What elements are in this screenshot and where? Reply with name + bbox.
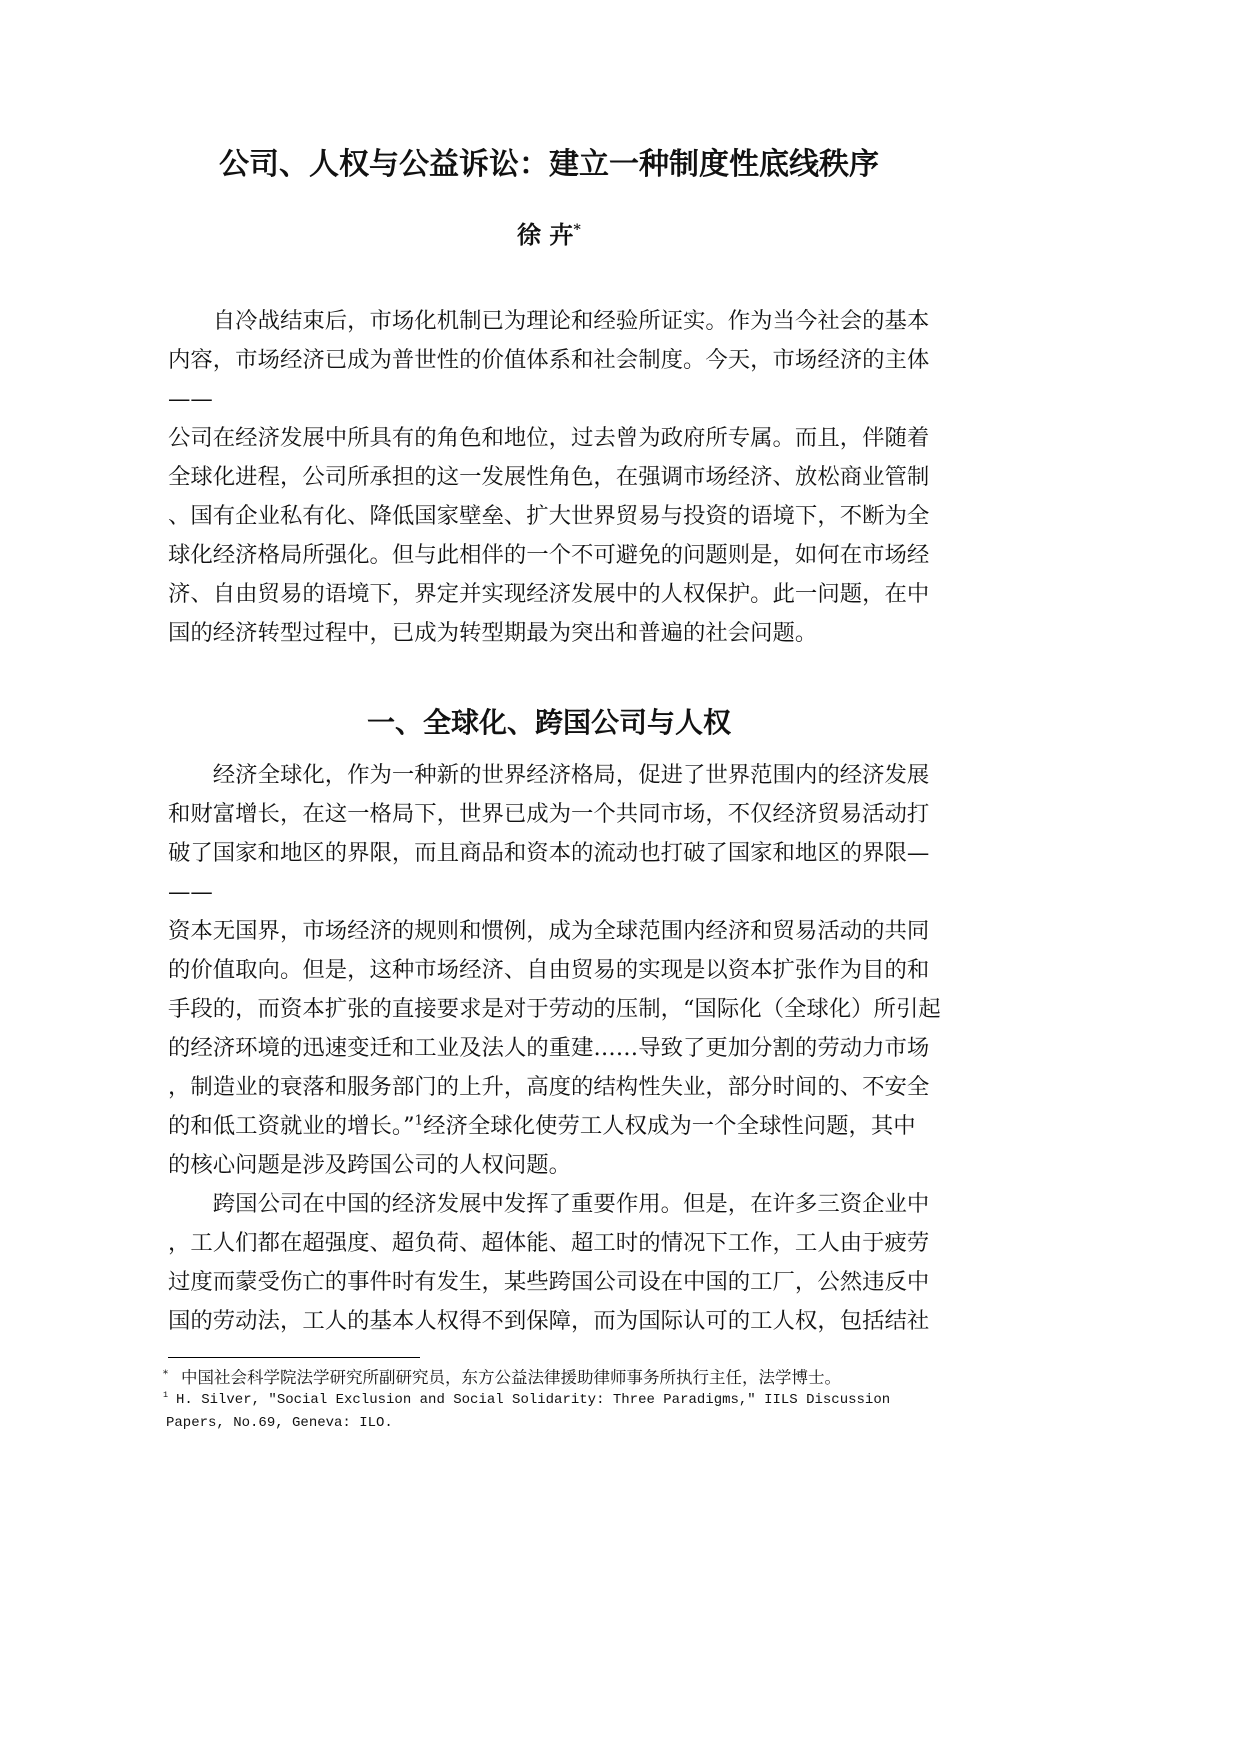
footnotes	[163, 1366, 1063, 1435]
footnote: $^1$ H. Silver, "Social Exclusion and Social Solidarity: Three Paradigms," IILS Discussion	[163, 1390, 891, 1408]
paragraph-line: 公司在经济发展中所具有的角色和地位，过去曾为政府所专属。而且，伴随着	[168, 425, 930, 451]
paragraph-line: 内容，市场经济已成为普世性的价值体系和社会制度。今天，市场经济的主体	[168, 347, 930, 373]
paragraph-line: 的价值取向。但是，这种市场经济、自由贸易的实现是以资本扩张作为目的和	[168, 957, 930, 983]
paragraph-line: 球化经济格局所强化。但与此相伴的一个不可避免的问题则是，如何在市场经	[168, 542, 930, 568]
author-footnote-marker: *	[573, 221, 581, 238]
line-text: 经济全球化使劳工人权成为一个全球性问题，其中	[423, 1113, 916, 1139]
page-title: 公司、人权与公益诉讼：建立一种制度性底线秩序	[219, 147, 879, 182]
paragraph-line: 济、自由贸易的语境下，界定并实现经济发展中的人权保护。此一问题，在中	[168, 581, 930, 607]
paragraph-line: 、国有企业私有化、降低国家壁垒、扩大世界贸易与投资的语境下，不断为全	[168, 503, 930, 529]
footnote-text: 中国社会科学院法学研究所副研究员，东方公益法律援助律师事务所执行主任，法学博士。	[181, 1368, 841, 1387]
paragraph-line: 过度而蒙受伤亡的事件时有发生，某些跨国公司设在中国的工厂，公然违反中	[168, 1269, 930, 1295]
footnote: * 中国社会科学院法学研究所副研究员，东方公益法律援助律师事务所执行主任，法学博士。	[163, 1368, 841, 1387]
paragraph-line: 全球化进程，公司所承担的这一发展性角色，在强调市场经济、放松商业管制	[168, 464, 930, 490]
intro-paragraph	[168, 302, 930, 653]
author	[168, 215, 930, 255]
paragraph-line: 跨国公司在中国的经济发展中发挥了重要作用。但是，在许多三资企业中	[212, 1191, 930, 1217]
footnote-text: H. Silver, "Social Exclusion and Social Solidarity: Three Paradigms," IILS Discussion	[176, 1392, 891, 1408]
section-heading: 一、全球化、跨国公司与人权	[366, 706, 731, 739]
paragraph-line: 国的经济转型过程中，已成为转型期最为突出和普遍的社会问题。	[168, 620, 818, 646]
paragraph-line: ，制造业的衰落和服务部门的上升，高度的结构性失业，部分时间的、不安全	[168, 1074, 930, 1100]
footnote-continuation: Papers, No.69, Geneva: ILO.	[166, 1415, 393, 1431]
body-paragraph	[168, 1185, 930, 1341]
paragraph-line: 的核心问题是涉及跨国公司的人权问题。	[168, 1152, 572, 1178]
body-paragraph	[168, 756, 941, 1185]
paragraph-line: ——	[168, 879, 213, 905]
paragraph-line: ——	[168, 386, 213, 412]
line-text: 的和低工资就业的增长。”	[168, 1113, 415, 1139]
paragraph-line: 资本无国界，市场经济的规则和惯例，成为全球范围内经济和贸易活动的共同	[168, 918, 930, 944]
paragraph-line: 破了国家和地区的界限，而且商品和资本的流动也打破了国家和地区的界限—	[168, 840, 930, 866]
paragraph-line: 的经济环境的迅速变迁和工业及法人的重建……导致了更加分割的劳动力市场	[168, 1035, 930, 1061]
paragraph-line: ，工人们都在超强度、超负荷、超体能、超工时的情况下工作，工人由于疲劳	[168, 1230, 930, 1256]
paragraph-line	[168, 1107, 930, 1146]
footnote-rule	[168, 1357, 420, 1358]
author-name: 徐 卉	[517, 220, 574, 249]
paragraph-line: 手段的，而资本扩张的直接要求是对于劳动的压制，“国际化（全球化）所引起	[168, 996, 941, 1022]
footnote-reference[interactable]: 1	[414, 1113, 424, 1129]
paragraph-line: 经济全球化，作为一种新的世界经济格局，促进了世界范围内的经济发展	[212, 762, 930, 788]
paragraph-line: 自冷战结束后，市场化机制已为理论和经验所证实。作为当今社会的基本	[212, 308, 930, 334]
paragraph-line: 和财富增长，在这一格局下，世界已成为一个共同市场，不仅经济贸易活动打	[168, 801, 930, 827]
paragraph-line: 国的劳动法，工人的基本人权得不到保障，而为国际认可的工人权，包括结社	[168, 1308, 930, 1334]
